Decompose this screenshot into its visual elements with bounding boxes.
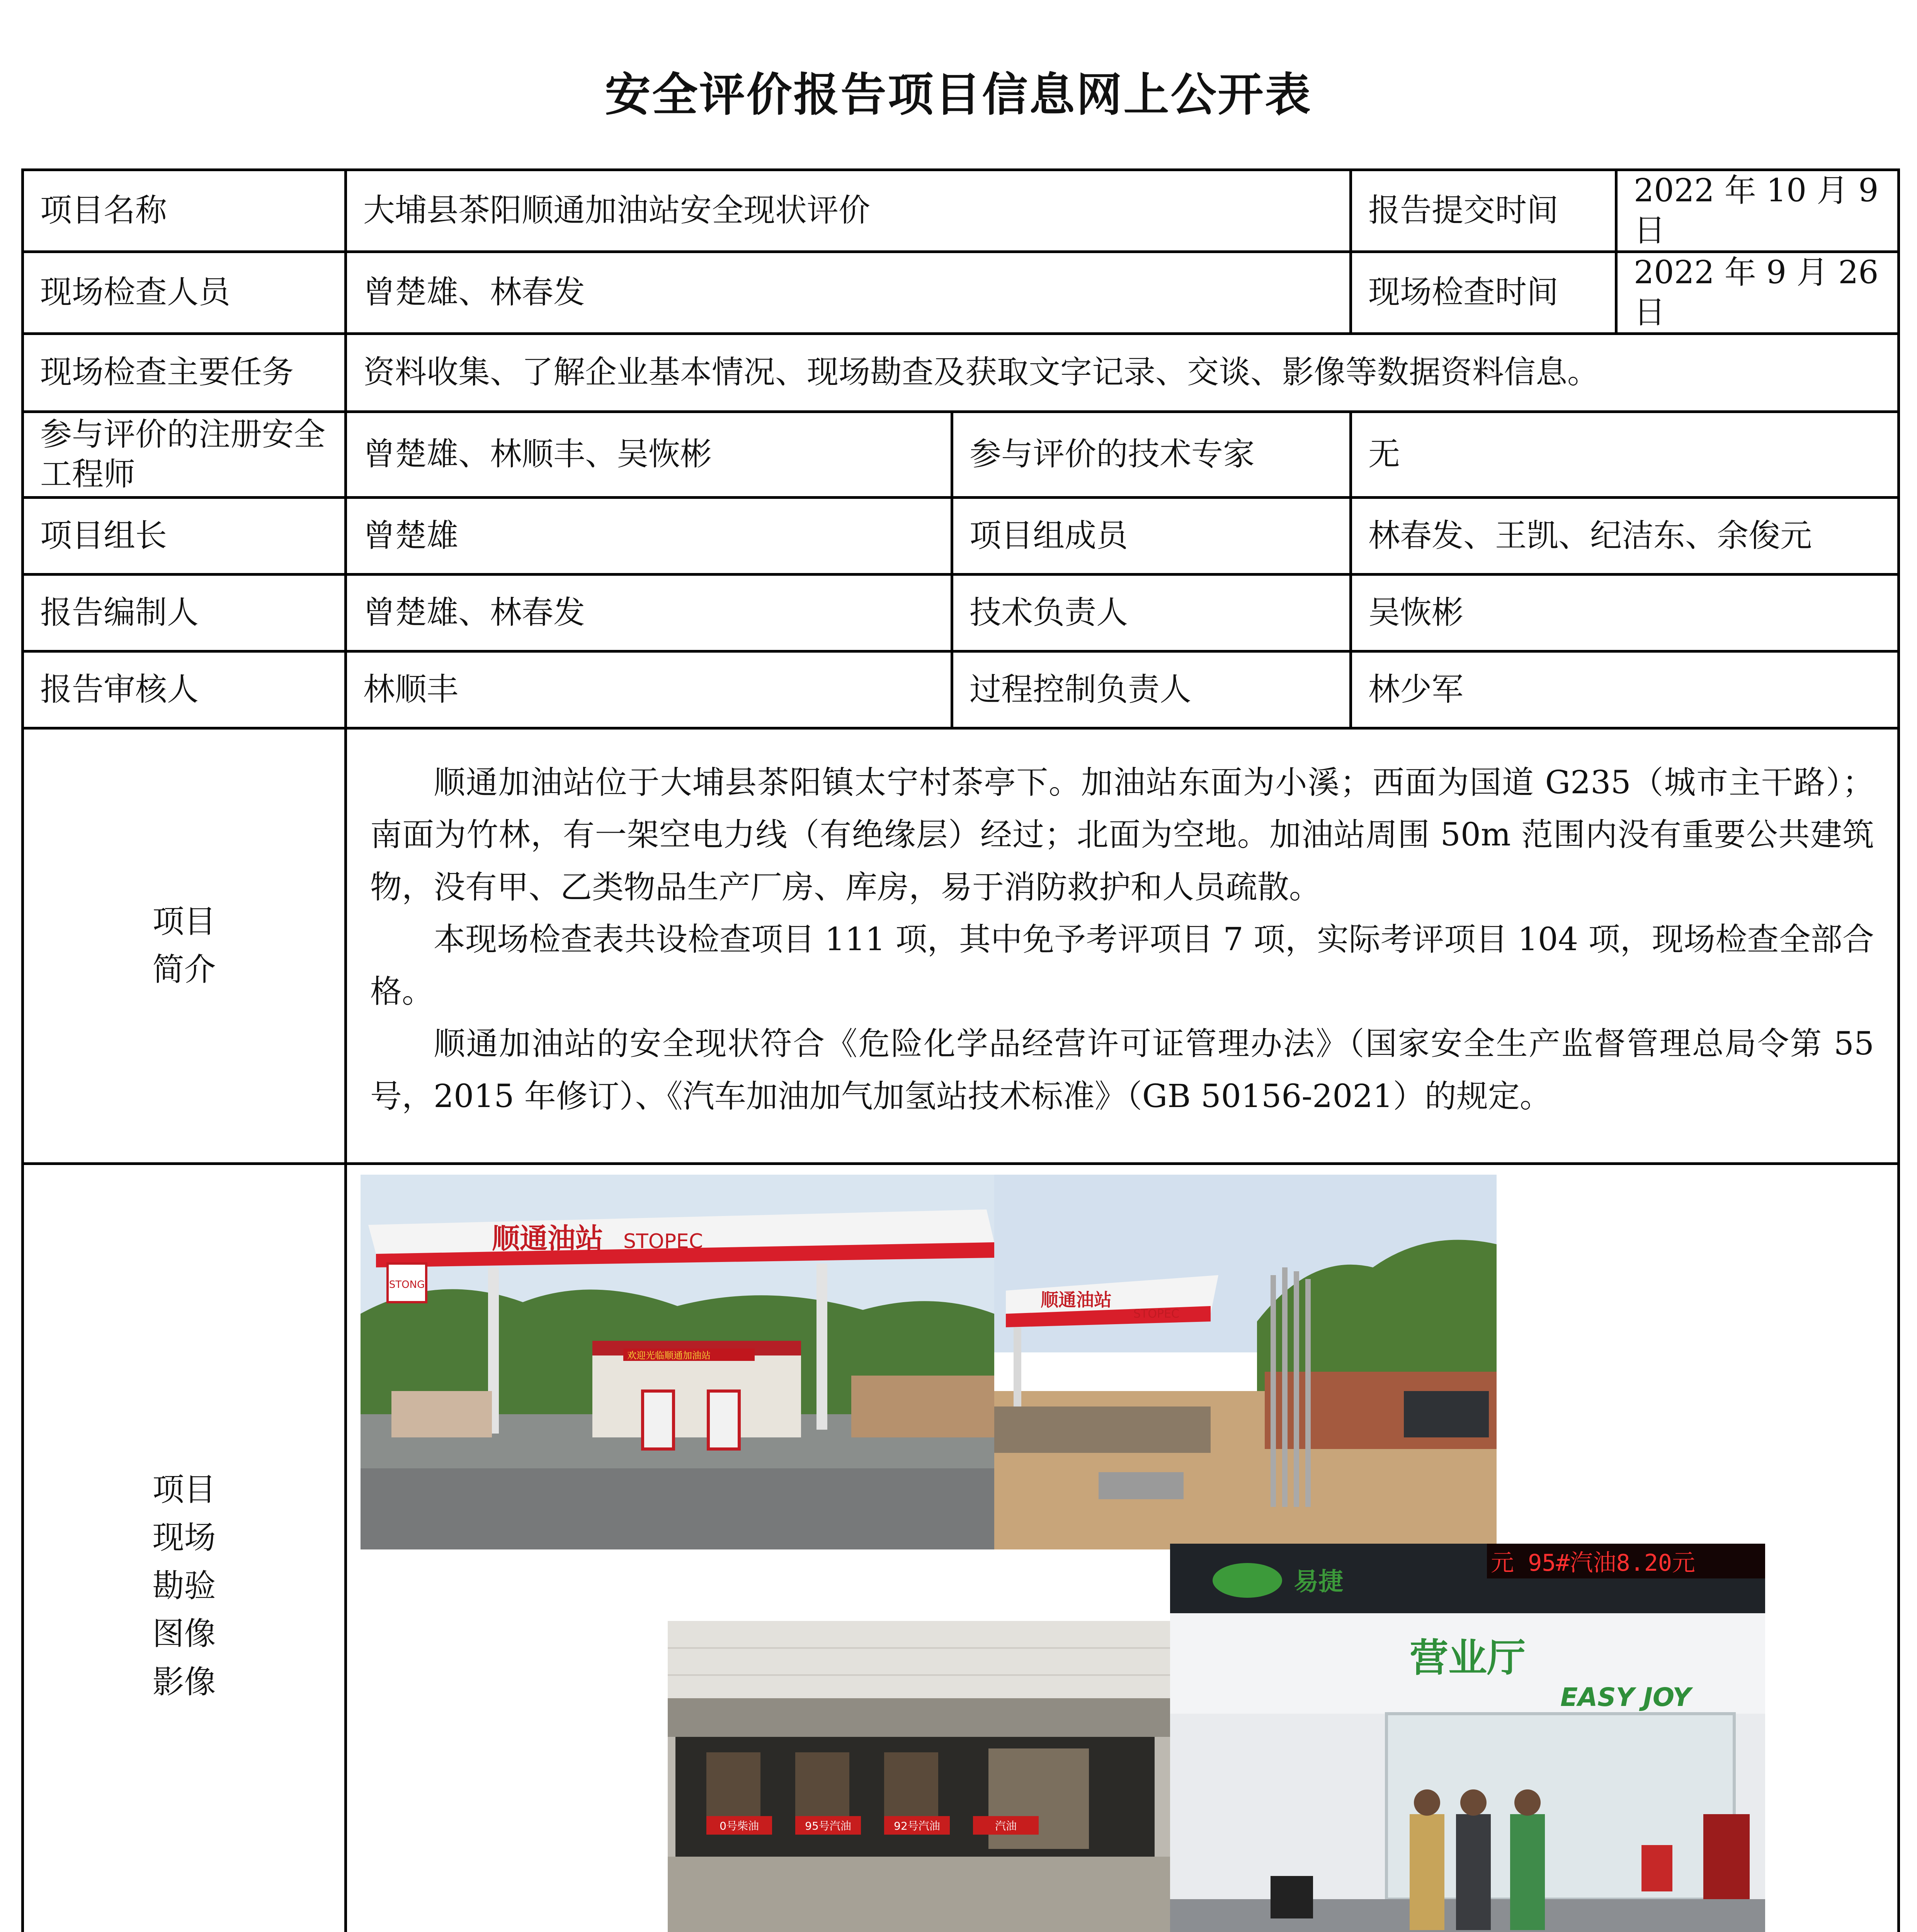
label-char: 图像 bbox=[152, 1616, 216, 1653]
led-text: 欢迎光临顺通加油站 bbox=[627, 1350, 711, 1361]
photo-store bbox=[1170, 1544, 1765, 1932]
row-engineers bbox=[23, 412, 1899, 498]
row-intro bbox=[23, 728, 1899, 1164]
label-project-name: 项目名称 bbox=[23, 170, 346, 252]
intro-paragraph: 顺通加油站的安全现状符合《危险化学品经营许可证管理办法》（国家安全生产监督管理总局令第 55 号，2015 年修订）、《汽车加油加气加氢站技术标准》（GB 50156-2021）的规定。 bbox=[370, 1026, 1874, 1115]
value-tech-lead: 吴恢彬 bbox=[1351, 575, 1899, 651]
label-engineers: 参与评价的注册安全工程师 bbox=[23, 412, 346, 498]
label-photos bbox=[23, 1164, 346, 1932]
hall-sign: 营业厅 bbox=[1410, 1635, 1526, 1680]
canopy-text: 顺通油站 bbox=[492, 1222, 604, 1255]
label-inspect-time: 现场检查时间 bbox=[1351, 252, 1616, 334]
row-leader bbox=[23, 498, 1899, 575]
photo-station-side bbox=[994, 1175, 1497, 1549]
label-char: 勘验 bbox=[152, 1567, 216, 1604]
value-experts: 无 bbox=[1351, 412, 1899, 498]
side-canopy-brand: STOPEC bbox=[1133, 1307, 1179, 1321]
logo-text: STONG bbox=[389, 1279, 425, 1291]
row-photos bbox=[23, 1164, 1899, 1932]
label-members: 项目组成员 bbox=[952, 498, 1351, 575]
label-char: 项目 bbox=[152, 1471, 216, 1508]
label-reviewer: 报告审核人 bbox=[23, 651, 346, 728]
value-engineers: 曾楚雄、林顺丰、吴恢彬 bbox=[346, 412, 952, 498]
label-leader: 项目组长 bbox=[23, 498, 346, 575]
label-experts: 参与评价的技术专家 bbox=[952, 412, 1351, 498]
label-tech-lead: 技术负责人 bbox=[952, 575, 1351, 651]
row-project-name bbox=[23, 170, 1899, 252]
brand-sign: 易捷 bbox=[1294, 1568, 1343, 1596]
row-tasks bbox=[23, 334, 1899, 412]
value-reviewer: 林顺丰 bbox=[346, 651, 952, 728]
label-tasks: 现场检查主要任务 bbox=[23, 334, 346, 412]
value-inspectors: 曾楚雄、林春发 bbox=[346, 252, 1351, 334]
row-editor bbox=[23, 575, 1899, 651]
photo-station-front bbox=[361, 1175, 994, 1549]
label-submit-time: 报告提交时间 bbox=[1351, 170, 1616, 252]
led-ticker: 元 95#汽油8.20元 bbox=[1491, 1549, 1695, 1577]
value-tasks: 资料收集、了解企业基本情况、现场勘查及获取文字记录、交谈、影像等数据资料信息。 bbox=[346, 334, 1899, 412]
value-project-name: 大埔县茶阳顺通加油站安全现状评价 bbox=[346, 170, 1351, 252]
label-char: 影像 bbox=[152, 1663, 216, 1701]
label-inspectors: 现场检查人员 bbox=[23, 252, 346, 334]
label-char: 现场 bbox=[152, 1519, 216, 1556]
intro-paragraph: 顺通加油站位于大埔县茶阳镇太宁村茶亭下。加油站东面为小溪；西面为国道 G235（城市主干路）；南面为竹林，有一架空电力线（有绝缘层）经过；北面为空地。加油站周围 50m 范围内没有重要公共建筑物，没有甲、乙类物品生产厂房、库房，易于消防救护和人员疏散。 bbox=[370, 764, 1874, 906]
value-inspect-time: 2022 年 9 月 26 日 bbox=[1616, 252, 1899, 334]
value-members: 林春发、王凯、纪洁东、余俊元 bbox=[1351, 498, 1899, 575]
label-char: 简介 bbox=[152, 951, 216, 988]
tank-label: 0号柴油 bbox=[720, 1820, 759, 1832]
tank-label: 95号汽油 bbox=[805, 1820, 851, 1832]
intro-text bbox=[346, 728, 1899, 1164]
label-editor: 报告编制人 bbox=[23, 575, 346, 651]
photo-gallery bbox=[346, 1164, 1899, 1932]
row-inspectors bbox=[23, 252, 1899, 334]
page-title: 安全评价报告项目信息网上公开表 bbox=[605, 68, 1312, 121]
row-reviewer bbox=[23, 651, 1899, 728]
tank-label: 92号汽油 bbox=[894, 1820, 940, 1832]
side-canopy-text: 顺通油站 bbox=[1041, 1289, 1112, 1310]
value-editor: 曾楚雄、林春发 bbox=[346, 575, 952, 651]
value-leader: 曾楚雄 bbox=[346, 498, 952, 575]
intro-paragraph: 本现场检查表共设检查项目 111 项，其中免予考评项目 7 项，实际考评项目 104 项，现场检查全部合格。 bbox=[370, 921, 1874, 1010]
label-char: 项目 bbox=[152, 903, 216, 940]
info-table bbox=[21, 168, 1900, 1932]
value-submit-time: 2022 年 10 月 9 日 bbox=[1616, 170, 1899, 252]
label-process: 过程控制负责人 bbox=[952, 651, 1351, 728]
photo-tank-wells bbox=[668, 1621, 1170, 1932]
canopy-brand: STOPEC bbox=[623, 1230, 703, 1253]
tank-label: 汽油 bbox=[995, 1820, 1017, 1832]
hall-brand: EASY JOY bbox=[1560, 1682, 1691, 1712]
label-intro bbox=[23, 728, 346, 1164]
value-process: 林少军 bbox=[1351, 651, 1899, 728]
